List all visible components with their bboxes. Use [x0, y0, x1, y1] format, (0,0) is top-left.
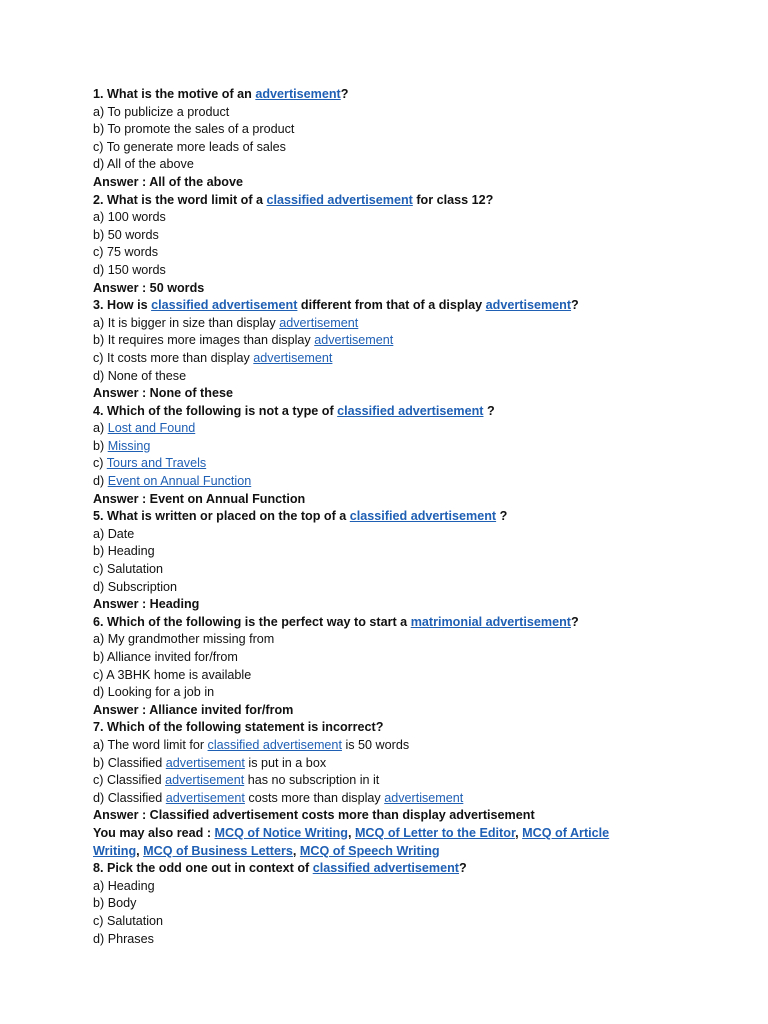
- text-segment: a): [93, 421, 108, 436]
- option: [93, 350, 733, 368]
- question: [93, 719, 733, 737]
- text-segment: c) It costs more than display: [93, 350, 254, 365]
- link[interactable]: advertisement: [279, 315, 359, 330]
- option: [93, 878, 733, 896]
- option: [93, 543, 733, 561]
- option: [93, 649, 733, 667]
- option: [93, 737, 733, 755]
- link[interactable]: classified advertisement: [151, 298, 298, 313]
- text-segment: for class 12?: [412, 192, 494, 207]
- text-segment: ,: [292, 843, 300, 858]
- option: [93, 368, 733, 386]
- question: [93, 297, 733, 315]
- text-segment: has no subscription in it: [244, 773, 380, 788]
- option: [93, 121, 733, 139]
- link[interactable]: Missing: [107, 438, 151, 453]
- text-segment: c): [93, 456, 107, 471]
- text-segment: 6. Which of the following is the perfect way to start a: [93, 614, 411, 629]
- text-segment: d) All of the above: [93, 157, 194, 172]
- option: [93, 790, 733, 808]
- link[interactable]: classified advertisement: [312, 861, 460, 876]
- link[interactable]: classified advertisement: [207, 737, 342, 752]
- option: [93, 473, 733, 491]
- answer: Answer : Event on Annual Function: [93, 491, 306, 506]
- option: [93, 772, 733, 790]
- question: [93, 614, 733, 632]
- text-segment: a) My grandmother missing from: [93, 632, 275, 647]
- link[interactable]: advertisement: [485, 298, 572, 313]
- link[interactable]: MCQ of Article Writing: [93, 825, 610, 858]
- text-segment: a) The word limit for: [93, 737, 208, 752]
- link[interactable]: classified advertisement: [266, 192, 413, 207]
- text-segment: d) Phrases: [93, 931, 154, 946]
- option: [93, 156, 733, 174]
- text-segment: ?: [483, 403, 495, 418]
- text-segment: ?: [340, 87, 349, 101]
- text-segment: ?: [496, 509, 508, 524]
- answer: Answer : None of these: [93, 386, 233, 401]
- text-segment: 2. What is the word limit of a: [93, 192, 267, 207]
- text-segment: a) To publicize a product: [93, 104, 230, 119]
- question: [93, 860, 733, 878]
- option: [93, 755, 733, 773]
- text-segment: a) 100 words: [93, 210, 166, 225]
- answer: Answer : 50 words: [93, 280, 205, 295]
- question: [93, 403, 733, 421]
- link[interactable]: MCQ of Speech Writing: [299, 843, 440, 858]
- also-read: [93, 825, 623, 860]
- option: [93, 684, 733, 702]
- option: [93, 244, 733, 262]
- text-segment: b) Classified: [93, 755, 166, 770]
- option: [93, 579, 733, 597]
- text-segment: d) Looking for a job in: [93, 685, 215, 700]
- text-segment: c) Classified: [93, 773, 166, 788]
- answer: Answer : Classified advertisement costs more than display advertisement: [93, 808, 535, 823]
- text-segment: c) Salutation: [93, 562, 164, 577]
- answer: Answer : Alliance invited for/from: [93, 702, 294, 717]
- text-segment: 1. What is the motive of an: [93, 87, 256, 101]
- document-body: [93, 86, 733, 948]
- link[interactable]: Tours and Travels: [106, 456, 207, 471]
- question: [93, 508, 733, 526]
- text-segment: a) Heading: [93, 878, 155, 893]
- text-segment: 5. What is written or placed on the top of a: [93, 509, 350, 524]
- text-segment: c) A 3BHK home is available: [93, 667, 252, 682]
- text-segment: a) It is bigger in size than display: [93, 315, 280, 330]
- link[interactable]: advertisement: [253, 350, 333, 365]
- text-segment: c) 75 words: [93, 245, 159, 260]
- text-segment: ,: [347, 825, 355, 840]
- option: [93, 209, 733, 227]
- text-segment: a) Date: [93, 526, 135, 541]
- text-segment: b) Alliance invited for/from: [93, 650, 238, 664]
- option: [93, 104, 733, 122]
- option: [93, 526, 733, 544]
- option: [93, 913, 733, 931]
- link[interactable]: advertisement: [255, 87, 341, 101]
- option: [93, 667, 733, 685]
- question: [93, 192, 733, 210]
- link[interactable]: Event on Annual Function: [107, 474, 252, 489]
- link[interactable]: matrimonial advertisement: [410, 614, 571, 629]
- text-segment: 7. Which of the following statement is incorrect?: [93, 720, 384, 735]
- text-segment: is put in a box: [244, 755, 327, 770]
- text-segment: 3. How is: [93, 298, 152, 313]
- option: [93, 561, 733, 579]
- question: [93, 86, 733, 104]
- text-segment: 8. Pick the odd one out in context of: [93, 861, 313, 876]
- text-segment: d) Classified: [93, 790, 166, 805]
- option: [93, 438, 733, 456]
- link[interactable]: MCQ of Letter to the Editor: [354, 825, 516, 840]
- text-segment: d) Subscription: [93, 579, 177, 594]
- link[interactable]: advertisement: [165, 755, 245, 770]
- option: [93, 631, 733, 649]
- answer: Answer : All of the above: [93, 174, 243, 189]
- option: [93, 227, 733, 245]
- text-segment: c) Salutation: [93, 913, 164, 928]
- text-segment: ,: [136, 843, 144, 858]
- answer: Answer : Heading: [93, 597, 200, 612]
- option: [93, 315, 733, 333]
- link[interactable]: classified advertisement: [349, 509, 497, 524]
- option: [93, 455, 733, 473]
- text-segment: d) None of these: [93, 368, 187, 383]
- text-segment: b) To promote the sales of a product: [93, 122, 295, 137]
- text-segment: b) It requires more images than display: [93, 333, 315, 348]
- link[interactable]: classified advertisement: [337, 403, 484, 418]
- text-segment: ?: [570, 614, 579, 629]
- text-segment: b): [93, 438, 108, 453]
- text-segment: d): [93, 474, 108, 489]
- text-segment: 4. Which of the following is not a type of: [93, 403, 338, 418]
- text-segment: ?: [459, 861, 467, 876]
- text-segment: b) Heading: [93, 544, 155, 559]
- link[interactable]: Lost and Found: [107, 421, 196, 436]
- text-segment: d) 150 words: [93, 262, 166, 277]
- link[interactable]: MCQ of Business Letters: [143, 843, 293, 858]
- option: [93, 420, 733, 438]
- option: [93, 262, 733, 280]
- text-segment: different from that of a display: [297, 298, 486, 313]
- option: [93, 931, 733, 949]
- text-segment: You may also read :: [93, 825, 215, 840]
- option: [93, 139, 733, 157]
- option: [93, 332, 733, 350]
- link[interactable]: advertisement: [384, 790, 464, 805]
- text-segment: ?: [571, 298, 579, 313]
- option: [93, 895, 733, 913]
- text-segment: costs more than display: [244, 790, 385, 805]
- text-segment: c) To generate more leads of sales: [93, 139, 286, 154]
- text-segment: is 50 words: [341, 737, 410, 752]
- link[interactable]: advertisement: [165, 790, 245, 805]
- link[interactable]: MCQ of Notice Writing: [214, 825, 348, 840]
- text-segment: b) Body: [93, 896, 137, 911]
- text-segment: b) 50 words: [93, 227, 159, 242]
- link[interactable]: advertisement: [165, 773, 245, 788]
- text-segment: ,: [515, 825, 523, 840]
- link[interactable]: advertisement: [314, 333, 394, 348]
